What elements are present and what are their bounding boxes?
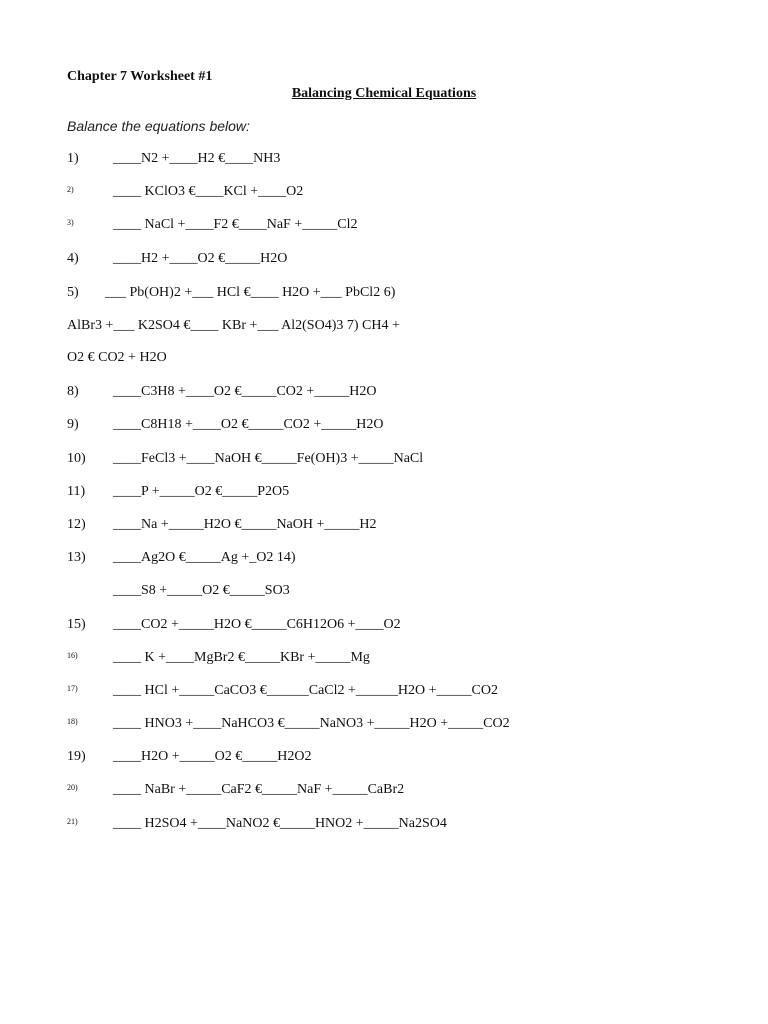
instructions: Balance the equations below: xyxy=(67,118,250,134)
equation-number: 15) xyxy=(67,617,86,632)
equation-number: 9) xyxy=(67,417,79,432)
equation-number: 13) xyxy=(67,550,86,565)
equation-number: 19) xyxy=(67,749,86,764)
equation-text: ____ NaBr +_____CaF2 €_____NaF +_____CaBr2 xyxy=(113,782,405,797)
equation-text: ____C3H8 +____O2 €_____CO2 +_____H2O xyxy=(113,384,377,399)
equation-number: 16) xyxy=(67,651,78,660)
equation-text: O2 € CO2 + H2O xyxy=(67,350,167,365)
equation-text: ____P +_____O2 €_____P2O5 xyxy=(113,484,290,499)
equation-number: 2) xyxy=(67,185,74,194)
equation-number: 17) xyxy=(67,684,78,693)
equation-text: ____ NaCl +____F2 €____NaF +_____Cl2 xyxy=(113,217,358,232)
equation-text: ____ HCl +_____CaCO3 €______CaCl2 +______H2O +_____CO2 xyxy=(113,683,498,698)
equation-text: ____FeCl3 +____NaOH €_____Fe(OH)3 +_____NaCl xyxy=(113,451,424,466)
equation-text: ____ H2SO4 +____NaNO2 €_____HNO2 +_____Na2SO4 xyxy=(113,816,447,831)
equation-text: ____ K +____MgBr2 €_____KBr +_____Mg xyxy=(113,650,370,665)
equation-text: ____Ag2O €_____Ag +_O2 14) xyxy=(113,550,296,565)
equation-text: ____H2 +____O2 €_____H2O xyxy=(113,251,288,266)
equation-text: ____ KClO3 €____KCl +____O2 xyxy=(113,184,304,199)
equation-text: ____Na +_____H2O €_____NaOH +_____H2 xyxy=(113,517,377,532)
equation-number: 3) xyxy=(67,218,74,227)
equation-text: ____C8H18 +____O2 €_____CO2 +_____H2O xyxy=(113,417,384,432)
equation-text: AlBr3 +___ K2SO4 €____ KBr +___ Al2(SO4)3 7) CH4 + xyxy=(67,318,400,333)
equation-text: ____N2 +____H2 €____NH3 xyxy=(113,151,281,166)
equation-text: ___ Pb(OH)2 +___ HCl €____ H2O +___ PbCl2 6) xyxy=(105,285,396,300)
equation-text: ____H2O +_____O2 €_____H2O2 xyxy=(113,749,312,764)
equation-number: 8) xyxy=(67,384,79,399)
equation-number: 4) xyxy=(67,251,79,266)
equation-number: 11) xyxy=(67,484,86,499)
equation-number: 10) xyxy=(67,451,86,466)
equation-text: ____ HNO3 +____NaHCO3 €_____NaNO3 +_____H2O +_____CO2 xyxy=(113,716,510,731)
equation-number: 1) xyxy=(67,151,79,166)
worksheet-title: Chapter 7 Worksheet #1 xyxy=(67,69,213,84)
equation-number: 12) xyxy=(67,517,86,532)
equation-number: 5) xyxy=(67,285,79,300)
equation-number: 18) xyxy=(67,717,78,726)
equation-text: ____S8 +_____O2 €_____SO3 xyxy=(113,583,290,598)
worksheet-subtitle: Balancing Chemical Equations xyxy=(291,86,477,101)
equation-number: 20) xyxy=(67,783,78,792)
equation-number: 21) xyxy=(67,817,78,826)
equation-text: ____CO2 +_____H2O €_____C6H12O6 +____O2 xyxy=(113,617,401,632)
